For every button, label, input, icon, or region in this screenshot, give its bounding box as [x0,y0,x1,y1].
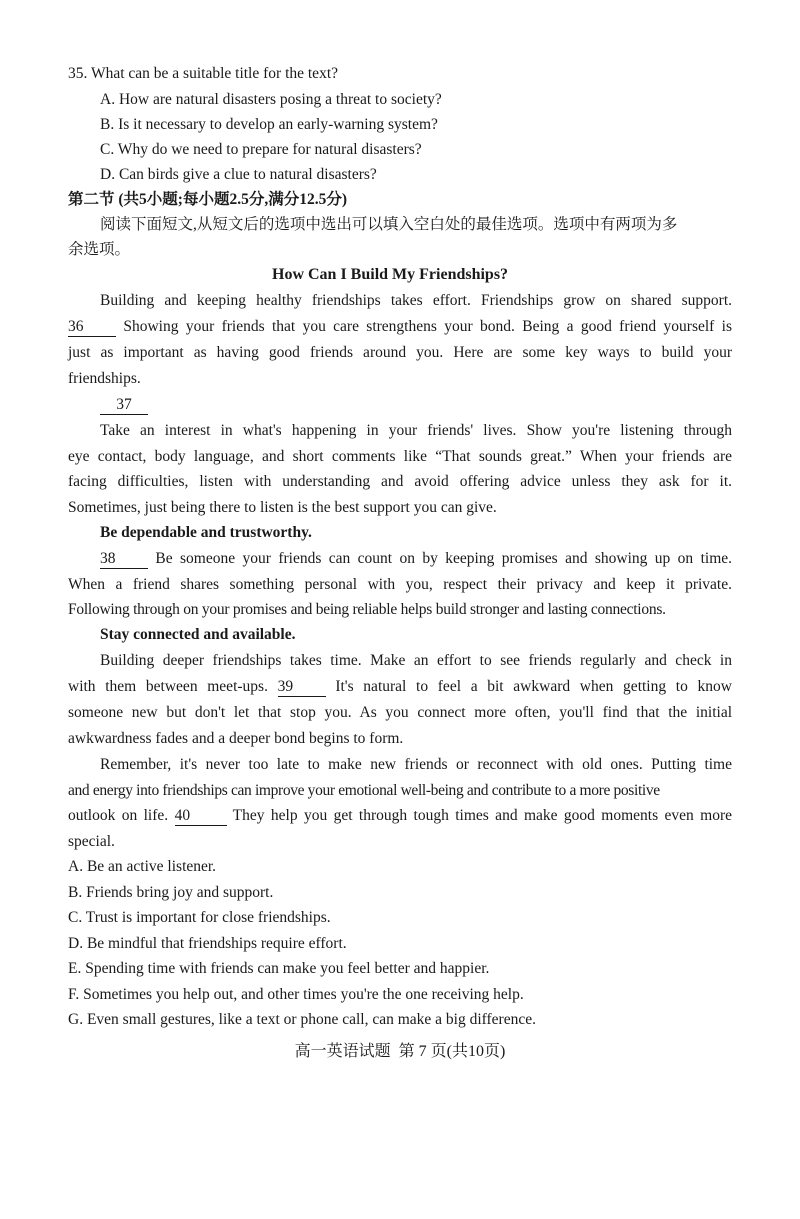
paragraph-4-line-2 [68,677,732,697]
paragraph-5-line-3-post: They help you get through tough times and make good moments even more [232,807,732,824]
paragraph-5-line-4: special. [68,833,115,850]
paragraph-4-line-2-post: It's natural to feel a bit awkward when getting to know [335,678,732,695]
paragraph-3-line-1 [100,549,732,569]
paragraph-5-line-2: and energy into friendships can improve your emotional well-being and contribute to a more positive [68,782,660,799]
paragraph-1-line-1: Building and keeping healthy friendships takes effort. Friendships grow on shared support. [100,292,732,309]
paragraph-3-line-1-text: Be someone your friends can count on by keeping promises and showing up on time. [155,550,733,567]
choice-d: D. Be mindful that friendships require effort. [68,935,347,952]
blank-40: 40 [175,807,227,826]
heading-dependable: Be dependable and trustworthy. [100,524,312,541]
paragraph-2-line-4: Sometimes, just being there to listen is the best support you can give. [68,499,497,516]
choice-g: G. Even small gestures, like a text or phone call, can make a big difference. [68,1011,536,1028]
section-2-instruction-line-1: 阅读下面短文,从短文后的选项中选出可以填入空白处的最佳选项。选项中有两项为多 [100,216,678,233]
blank-39: 39 [278,678,326,697]
choice-a: A. Be an active listener. [68,858,217,875]
paragraph-4-line-4: awkwardness fades and a deeper bond begins to form. [68,730,404,747]
section-2-instruction [100,215,732,235]
heading-stay-connected: Stay connected and available. [100,626,296,643]
heading-blank-37 [100,395,148,415]
choice-b: B. Friends bring joy and support. [68,884,274,901]
paragraph-4-line-3: someone new but don't let that stop you. As you connect more often, you'll find that the initial [68,704,732,721]
paragraph-1-line-4: friendships. [68,370,141,387]
blank-37: 37 [100,396,148,415]
question-35-option-c: C. Why do we need to prepare for natural disasters? [100,141,422,158]
question-35-stem: 35. What can be a suitable title for the text? [68,65,339,82]
question-35-option-d: D. Can birds give a clue to natural disasters? [100,166,377,183]
question-35-option-a: A. How are natural disasters posing a threat to society? [100,91,442,108]
choice-c: C. Trust is important for close friendships. [68,909,331,926]
paragraph-2-line-2: eye contact, body language, and short comments like “That sounds great.” When your friends are [68,448,732,465]
section-2-header: 第二节 (共5小题;每小题2.5分,满分12.5分) [68,191,347,208]
paragraph-2-line-1: Take an interest in what's happening in your friends' lives. Show you're listening through [100,422,732,439]
paragraph-1-line-2-text: Showing your friends that you care strengthens your bond. Being a good friend yourself is [123,318,733,335]
paragraph-4-line-1: Building deeper friendships takes time. Make an effort to see friends regularly and check in [100,652,732,669]
blank-38: 38 [100,550,148,569]
paragraph-4-line-2-pre: with them between meet-ups. [68,678,268,695]
paragraph-2-line-3: facing difficulties, listen with understanding and avoid offering advice unless they ask for it. [68,473,732,490]
paragraph-5-line-3 [68,806,732,826]
paragraph-3-line-3: Following through on your promises and being reliable helps build stronger and lasting connections. [68,601,666,618]
section-2-instruction-line-2: 余选项。 [68,241,131,258]
choice-e: E. Spending time with friends can make you feel better and happier. [68,960,490,977]
paragraph-3-line-2: When a friend shares something personal with you, respect their privacy and keep it private. [68,576,732,593]
paragraph-1-line-2 [68,317,732,337]
choice-f: F. Sometimes you help out, and other times you're the one receiving help. [68,986,524,1003]
passage-title: How Can I Build My Friendships? [272,266,509,283]
blank-36: 36 [68,318,116,337]
question-35-option-b: B. Is it necessary to develop an early-warning system? [100,116,438,133]
paragraph-5-line-3-pre: outlook on life. [68,807,169,824]
paragraph-1-line-3: just as important as having good friends around you. Here are some key ways to build your [68,344,732,361]
paragraph-5-line-1: Remember, it's never too late to make new friends or reconnect with old ones. Putting time [100,756,732,773]
page-footer: 高一英语试题 第 7 页(共10页) [294,1043,506,1060]
